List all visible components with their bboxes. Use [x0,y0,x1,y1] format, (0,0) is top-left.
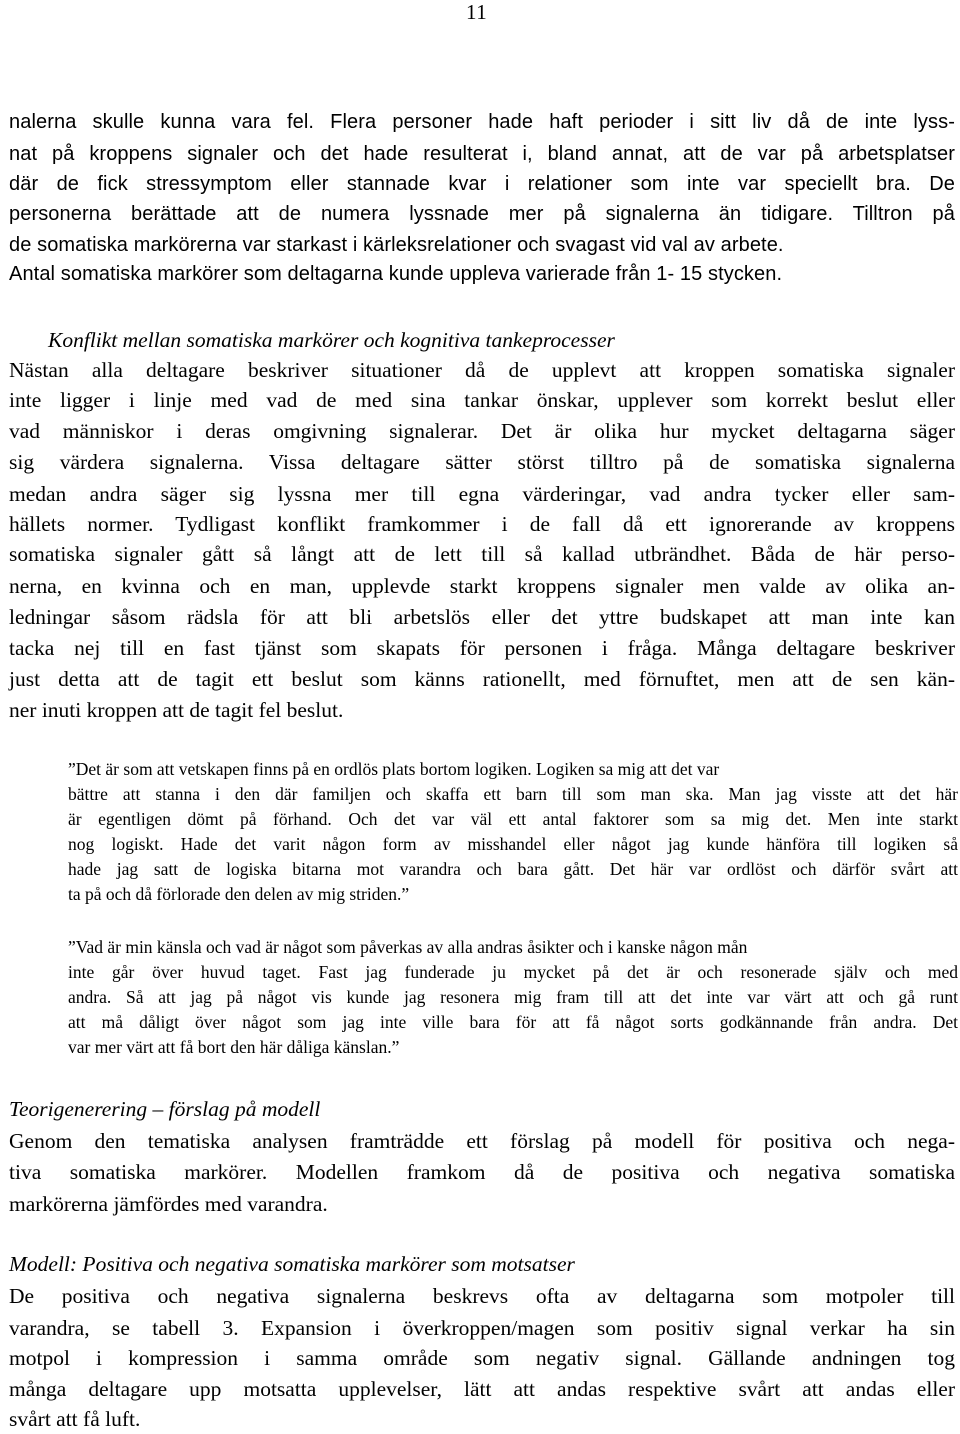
text-line: där de fick stressymptom eller stannade kvar i relationer som inte var speciellt bra. De [9,173,955,195]
text-line: inte ligger i linje med vad de med sina tankar önskar, upplever som korrekt beslut eller [9,388,955,412]
text-line: just detta att de tagit ett beslut som känns rationellt, med förnuftet, men att de sen kän- [9,667,955,691]
text-line: motpol i kompression i samma område som negativ signal. Gällande andningen tog [9,1346,955,1370]
text-line: De positiva och negativa signalerna beskrevs ofta av deltagarna som motpoler till [9,1284,955,1308]
text-line: Nästan alla deltagare beskriver situationer då de upplevt att kroppen somatiska signaler [9,358,955,382]
text-line: många deltagare upp motsatta upplevelser, lätt att andas respektive svårt att andas eller [9,1377,955,1401]
text-line: personerna berättade att de numera lyssnade mer på signalerna än tidigare. Tilltron på [9,203,955,225]
quote-line: var mer värt att få bort den här dåliga känslan.” [68,1037,400,1057]
quote-line: är egentligen dömt på förhand. Och det var väl ett antal faktorer som sa mig det. Men inte starkt [68,809,958,829]
quote-line: ”Det är som att vetskapen finns på en ordlös plats bortom logiken. Logiken sa mig att det var [68,759,720,779]
page-number: 11 [466,0,488,24]
text-line: nalerna skulle kunna vara fel. Flera personer hade haft perioder i sitt liv då de inte lyss- [9,111,955,133]
quote-line: ta på och då förlorade den delen av mig striden.” [68,884,410,904]
quote-line: att må dåligt över något som jag inte ville bara för att få något sorts godkännande från andra. Det [68,1012,958,1032]
text-line: tiva somatiska markörer. Modellen framkom då de positiva och negativa somatiska [9,1160,955,1184]
text-line: ledningar såsom rädsla för att bli arbetslös eller det yttre budskapet att man inte kan [9,605,955,629]
text-line: tacka nej till en fast tjänst som skapats för personen i fråga. Många deltagare beskriver [9,636,955,660]
text-line: nerna, en kvinna och en man, upplevde starkt kroppens signaler men valde av olika an- [9,574,955,598]
text-line: nat på kroppens signaler och det hade resulterat i, bland annat, att de var på arbetsplatser [9,143,955,165]
quote-line: bättre att stanna i den där familjen och skaffa ett barn till som man ska. Man jag visste att det här [68,784,958,804]
text-line: markörerna jämfördes med varandra. [9,1192,328,1216]
text-line: Genom den tematiska analysen framträdde ett förslag på modell för positiva och nega- [9,1129,955,1153]
text-line: somatiska signaler gått så långt att de lett till så kallad utbrändhet. Båda de här perso- [9,542,955,566]
text-line: Antal somatiska markörer som deltagarna kunde uppleva varierade från 1- 15 stycken. [9,263,783,285]
text-line: sig värdera signalerna. Vissa deltagare sätter störst tilltro på de somatiska signalerna [9,450,955,474]
text-line: ner inuti kroppen att de tagit fel beslut. [9,698,344,722]
quote-line: inte går över huvud taget. Fast jag funderade ju mycket på det är och resonerade själv och med [68,962,958,982]
text-line: hällets normer. Tydligast konflikt framkommer i de fall då ett ignorerande av kroppens [9,512,955,536]
text-line: svårt att få luft. [9,1407,141,1431]
quote-line: hade jag satt de logiska bitarna mot varandra och bara gått. Det här var ordlöst och därför svårt att [68,859,958,879]
text-line: vad människor i deras omgivning signalerar. Det är olika hur mycket deltagarna säger [9,419,955,443]
quote-line: ”Vad är min känsla och vad är något som påverkas av alla andras åsikter och i kanske någon mån [68,937,748,957]
text-line: medan andra säger sig lyssna mer till egna värderingar, vad andra tycker eller sam- [9,482,955,506]
text-line: varandra, se tabell 3. Expansion i överkroppen/magen som positiv signal verkar ha sin [9,1316,955,1340]
section-heading: Konflikt mellan somatiska markörer och kognitiva tankeprocesser [48,328,615,352]
quote-line: nog logiskt. Hade det varit någon form av misshandel eller något jag kunde hänföra till logiken så [68,834,958,854]
quote-line: andra. Så att jag på något vis kunde jag resonera mig fram till att det inte var värt att och gå runt [68,987,958,1007]
section-heading: Teorigenerering – förslag på modell [9,1097,321,1121]
text-line: de somatiska markörerna var starkast i kärleksrelationer och svagast vid val av arbete. [9,234,784,256]
section-heading: Modell: Positiva och negativa somatiska markörer som motsatser [9,1252,575,1276]
